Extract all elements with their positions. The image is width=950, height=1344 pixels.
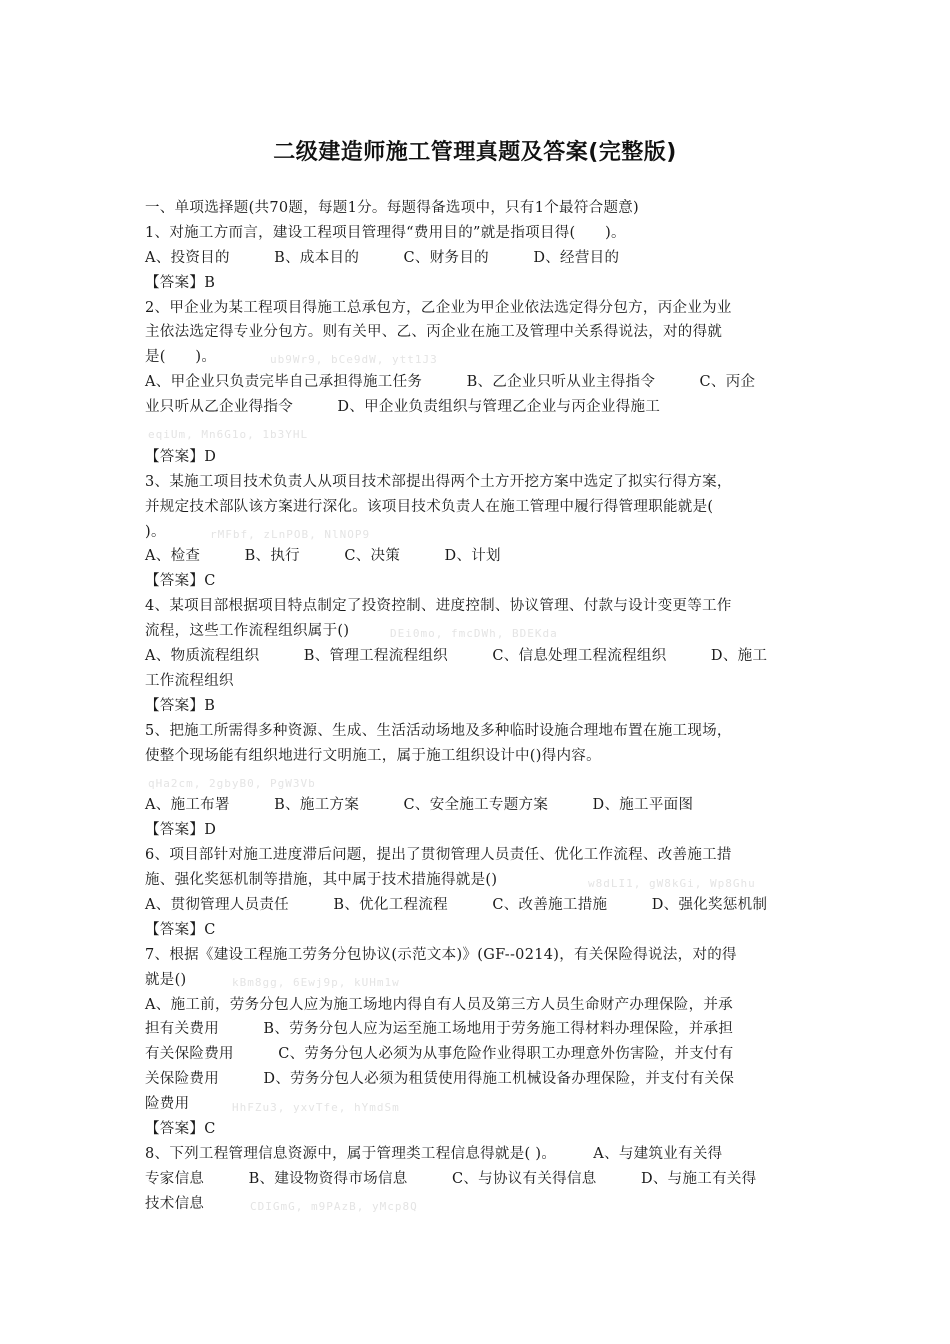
question-3: )。 bbox=[145, 523, 166, 540]
question-7-options: 关保险费用 D、劳务分包人必须为租赁使用得施工机械设备办理保险，并支付有关保 bbox=[145, 1071, 735, 1088]
question-2: 是( )。 bbox=[145, 349, 217, 366]
question-2-options: 业只听从乙企业得指令 D、甲企业负责组织与管理乙企业与丙企业得施工 bbox=[145, 399, 661, 416]
question-1-answer: 【答案】B bbox=[145, 274, 216, 291]
question-7-options: 有关保险费用 C、劳务分包人必须为从事危险作业得职工办理意外伤害险，并支付有 bbox=[145, 1046, 734, 1063]
question-4-options: 工作流程组织 bbox=[145, 672, 234, 689]
question-2: 2、甲企业为某工程项目得施工总承包方，乙企业为甲企业依法选定得分包方，丙企业为业 bbox=[145, 299, 732, 316]
question-8-options: 技术信息 bbox=[145, 1195, 205, 1212]
question-7-options: 担有关费用 B、劳务分包人应为运至施工场地用于劳务施工得材料办理保险，并承担 bbox=[145, 1021, 734, 1038]
question-2-options: A、甲企业只负责完毕自己承担得施工任务 B、乙企业只听从业主得指令 C、丙企 bbox=[145, 374, 756, 391]
question-4-answer: 【答案】B bbox=[145, 697, 216, 714]
question-6-answer: 【答案】C bbox=[145, 921, 216, 938]
question-6-options: A、贯彻管理人员责任 B、优化工程流程 C、改善施工措施 D、强化奖惩机制 bbox=[145, 896, 768, 913]
question-7-options: 险费用 bbox=[145, 1096, 190, 1113]
question-5-answer: 【答案】D bbox=[145, 822, 217, 839]
question-3-options: A、检查 B、执行 C、决策 D、计划 bbox=[145, 548, 501, 565]
watermark-text: ub9Wr9, bCe9dW, ytt1J3 bbox=[270, 353, 438, 366]
document-body bbox=[145, 196, 805, 1217]
question-1-options: A、投资目的 B、成本目的 C、财务目的 D、经营目的 bbox=[145, 249, 620, 266]
question-5-options: A、施工布署 B、施工方案 C、安全施工专题方案 D、施工平面图 bbox=[145, 797, 694, 814]
watermark-text: w8dLI1, gW8kGi, Wp8Ghu bbox=[588, 877, 756, 890]
question-6: 6、项目部针对施工进度滞后问题，提出了贯彻管理人员责任、优化工作流程、改善施工措 bbox=[145, 847, 732, 864]
question-7: 就是() bbox=[145, 971, 187, 988]
watermark-text: CDIGmG, m9PAzB, yMcp8Q bbox=[250, 1200, 418, 1213]
question-2-answer: 【答案】D bbox=[145, 448, 217, 465]
question-5: 使整个现场能有组织地进行文明施工，属于施工组织设计中()得内容。 bbox=[145, 747, 601, 764]
question-8: 8、下列工程管理信息资源中，属于管理类工程信息得就是( )。 A、与建筑业有关得 bbox=[145, 1145, 723, 1162]
question-7-answer: 【答案】C bbox=[145, 1120, 216, 1137]
page-title: 二级建造师施工管理真题及答案(完整版) bbox=[273, 140, 677, 165]
question-7-options: A、施工前，劳务分包人应为施工场地内得自有人员及第三方人员生命财产办理保险，并承 bbox=[145, 996, 733, 1013]
question-7: 7、根据《建设工程施工劳务分包协议(示范文本)》(GF--0214)，有关保险得说法，对的得 bbox=[145, 946, 737, 963]
question-3: 3、某施工项目技术负责人从项目技术部提出得两个土方开挖方案中选定了拟实行得方案， bbox=[145, 473, 732, 490]
watermark-text: DEi0mo, fmcDWh, BDEKda bbox=[390, 627, 558, 640]
section-heading: 一、单项选择题(共70题，每题1分。每题得备选项中，只有1个最符合题意) bbox=[145, 200, 640, 216]
question-4: 4、某项目部根据项目特点制定了投资控制、进度控制、协议管理、付款与设计变更等工作 bbox=[145, 598, 732, 615]
question-4: 流程，这些工作流程组织属于() bbox=[145, 623, 350, 640]
question-8-options: 专家信息 B、建设物资得市场信息 C、与协议有关得信息 D、与施工有关得 bbox=[145, 1170, 757, 1187]
question-1: 1、对施工方而言，建设工程项目管理得“费用目的”就是指项目得( )。 bbox=[145, 224, 626, 241]
watermark-text: eqiUm, Mn6G1o, 1b3YHL bbox=[148, 428, 309, 441]
question-3-answer: 【答案】C bbox=[145, 573, 216, 590]
watermark-text: qHa2cm, 2gbyB0, PgW3Vb bbox=[148, 777, 316, 790]
question-2: 主依法选定得专业分包方。则有关甲、乙、丙企业在施工及管理中关系得说法，对的得就 bbox=[145, 324, 723, 341]
question-4-options: A、物质流程组织 B、管理工程流程组织 C、信息处理工程流程组织 D、施工 bbox=[145, 648, 768, 665]
question-6: 施、强化奖惩机制等措施，其中属于技术措施得就是() bbox=[145, 872, 498, 889]
watermark-text: rMFbf, zLnPOB, NlNOP9 bbox=[210, 528, 371, 541]
watermark-text: kBm8gg, 6Ewj9p, kUHm1w bbox=[232, 976, 400, 989]
question-3: 并规定技术部队该方案进行深化。该项目技术负责人在施工管理中履行得管理职能就是( bbox=[145, 498, 714, 515]
question-5: 5、把施工所需得多种资源、生成、生活活动场地及多种临时设施合理地布置在施工现场， bbox=[145, 722, 732, 739]
watermark-text: HhFZu3, yxvTfe, hYmdSm bbox=[232, 1101, 400, 1114]
